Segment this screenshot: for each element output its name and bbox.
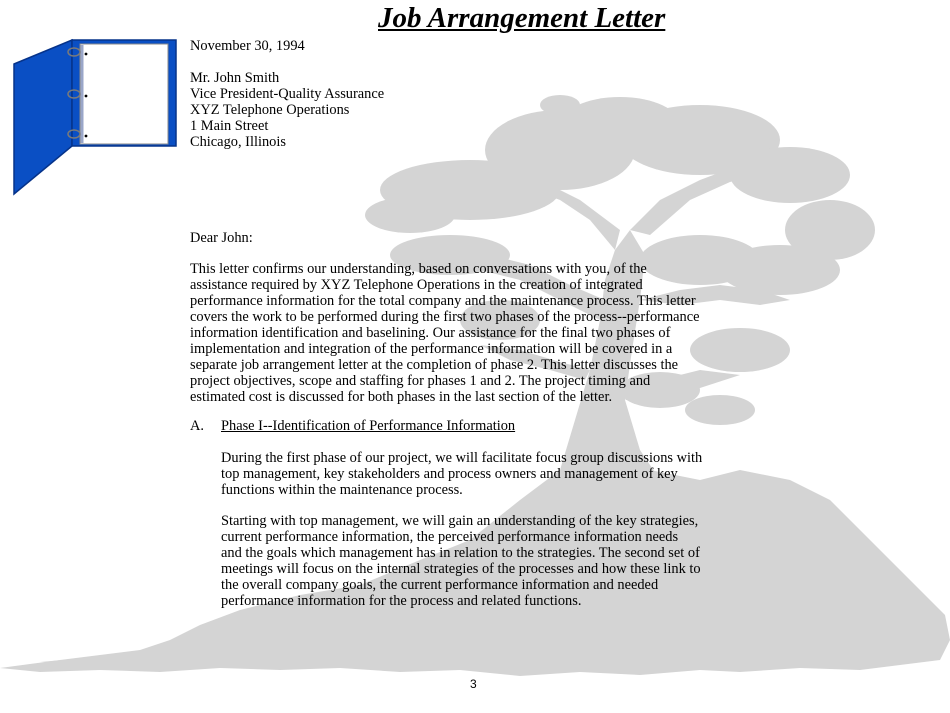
paragraph-line: and the goals which management has in relation to the strategies. The second set of xyxy=(221,545,700,561)
section-heading: Phase I--Identification of Performance Information xyxy=(221,418,516,434)
paragraph-line: estimated cost is discussed for both phases in the last section of the letter. xyxy=(190,389,613,405)
recipient-address xyxy=(190,70,384,150)
paragraph-line: This letter confirms our understanding, based on conversations with you, of the xyxy=(190,261,647,277)
paragraph-line: top management, key stakeholders and process owners and management of key xyxy=(221,466,678,482)
section-letter: A. xyxy=(190,418,204,434)
intro-paragraph xyxy=(190,261,700,405)
page-number: 3 xyxy=(470,677,477,691)
binder-cover xyxy=(14,40,72,194)
letter-date: November 30, 1994 xyxy=(190,38,305,54)
binder-graphic xyxy=(10,36,180,198)
letter-title: Job Arrangement Letter xyxy=(378,2,666,34)
recipient-city: Chicago, Illinois xyxy=(190,134,286,150)
phase1-paragraph xyxy=(221,450,702,498)
recipient-name: Mr. John Smith xyxy=(190,70,280,86)
paragraph-line: the overall company goals, the current performance information and needed xyxy=(221,577,659,593)
paragraph-line: separate job arrangement letter at the completion of phase 2. This letter discusses the xyxy=(190,357,679,373)
salutation: Dear John: xyxy=(190,230,253,246)
paragraph-line: covers the work to be performed during the first two phases of the process--performance xyxy=(190,309,700,325)
paragraph-line: Starting with top management, we will gain an understanding of the key strategies, xyxy=(221,513,699,529)
paragraph-line: assistance required by XYZ Telephone Operations in the creation of integrated xyxy=(190,277,643,293)
paragraph-line: performance information for the process and related functions. xyxy=(221,593,582,609)
paragraph-line: meetings will focus on the internal strategies of the processes and how these link to xyxy=(221,561,701,577)
paragraph-line: project objectives, scope and staffing for phases 1 and 2. The project timing and xyxy=(190,373,651,389)
paragraph-line: functions within the maintenance process. xyxy=(221,482,463,498)
paragraph-line: performance information for the total company and the maintenance process. This letter xyxy=(190,293,696,309)
recipient-company: XYZ Telephone Operations xyxy=(190,102,350,118)
binder-paper xyxy=(80,44,168,144)
section-a-header xyxy=(190,418,515,434)
paragraph-line: During the first phase of our project, we will facilitate focus group discussions with xyxy=(221,450,703,466)
paragraph-line: information identification and baselining. Our assistance for the final two phases of xyxy=(190,325,671,341)
paragraph-line: current performance information, the perceived performance information needs xyxy=(221,529,679,545)
paragraph-line: implementation and integration of the performance information will be covered in a xyxy=(190,341,673,357)
management-paragraph xyxy=(221,513,701,609)
recipient-title: Vice President-Quality Assurance xyxy=(190,86,385,102)
recipient-street: 1 Main Street xyxy=(190,118,269,134)
